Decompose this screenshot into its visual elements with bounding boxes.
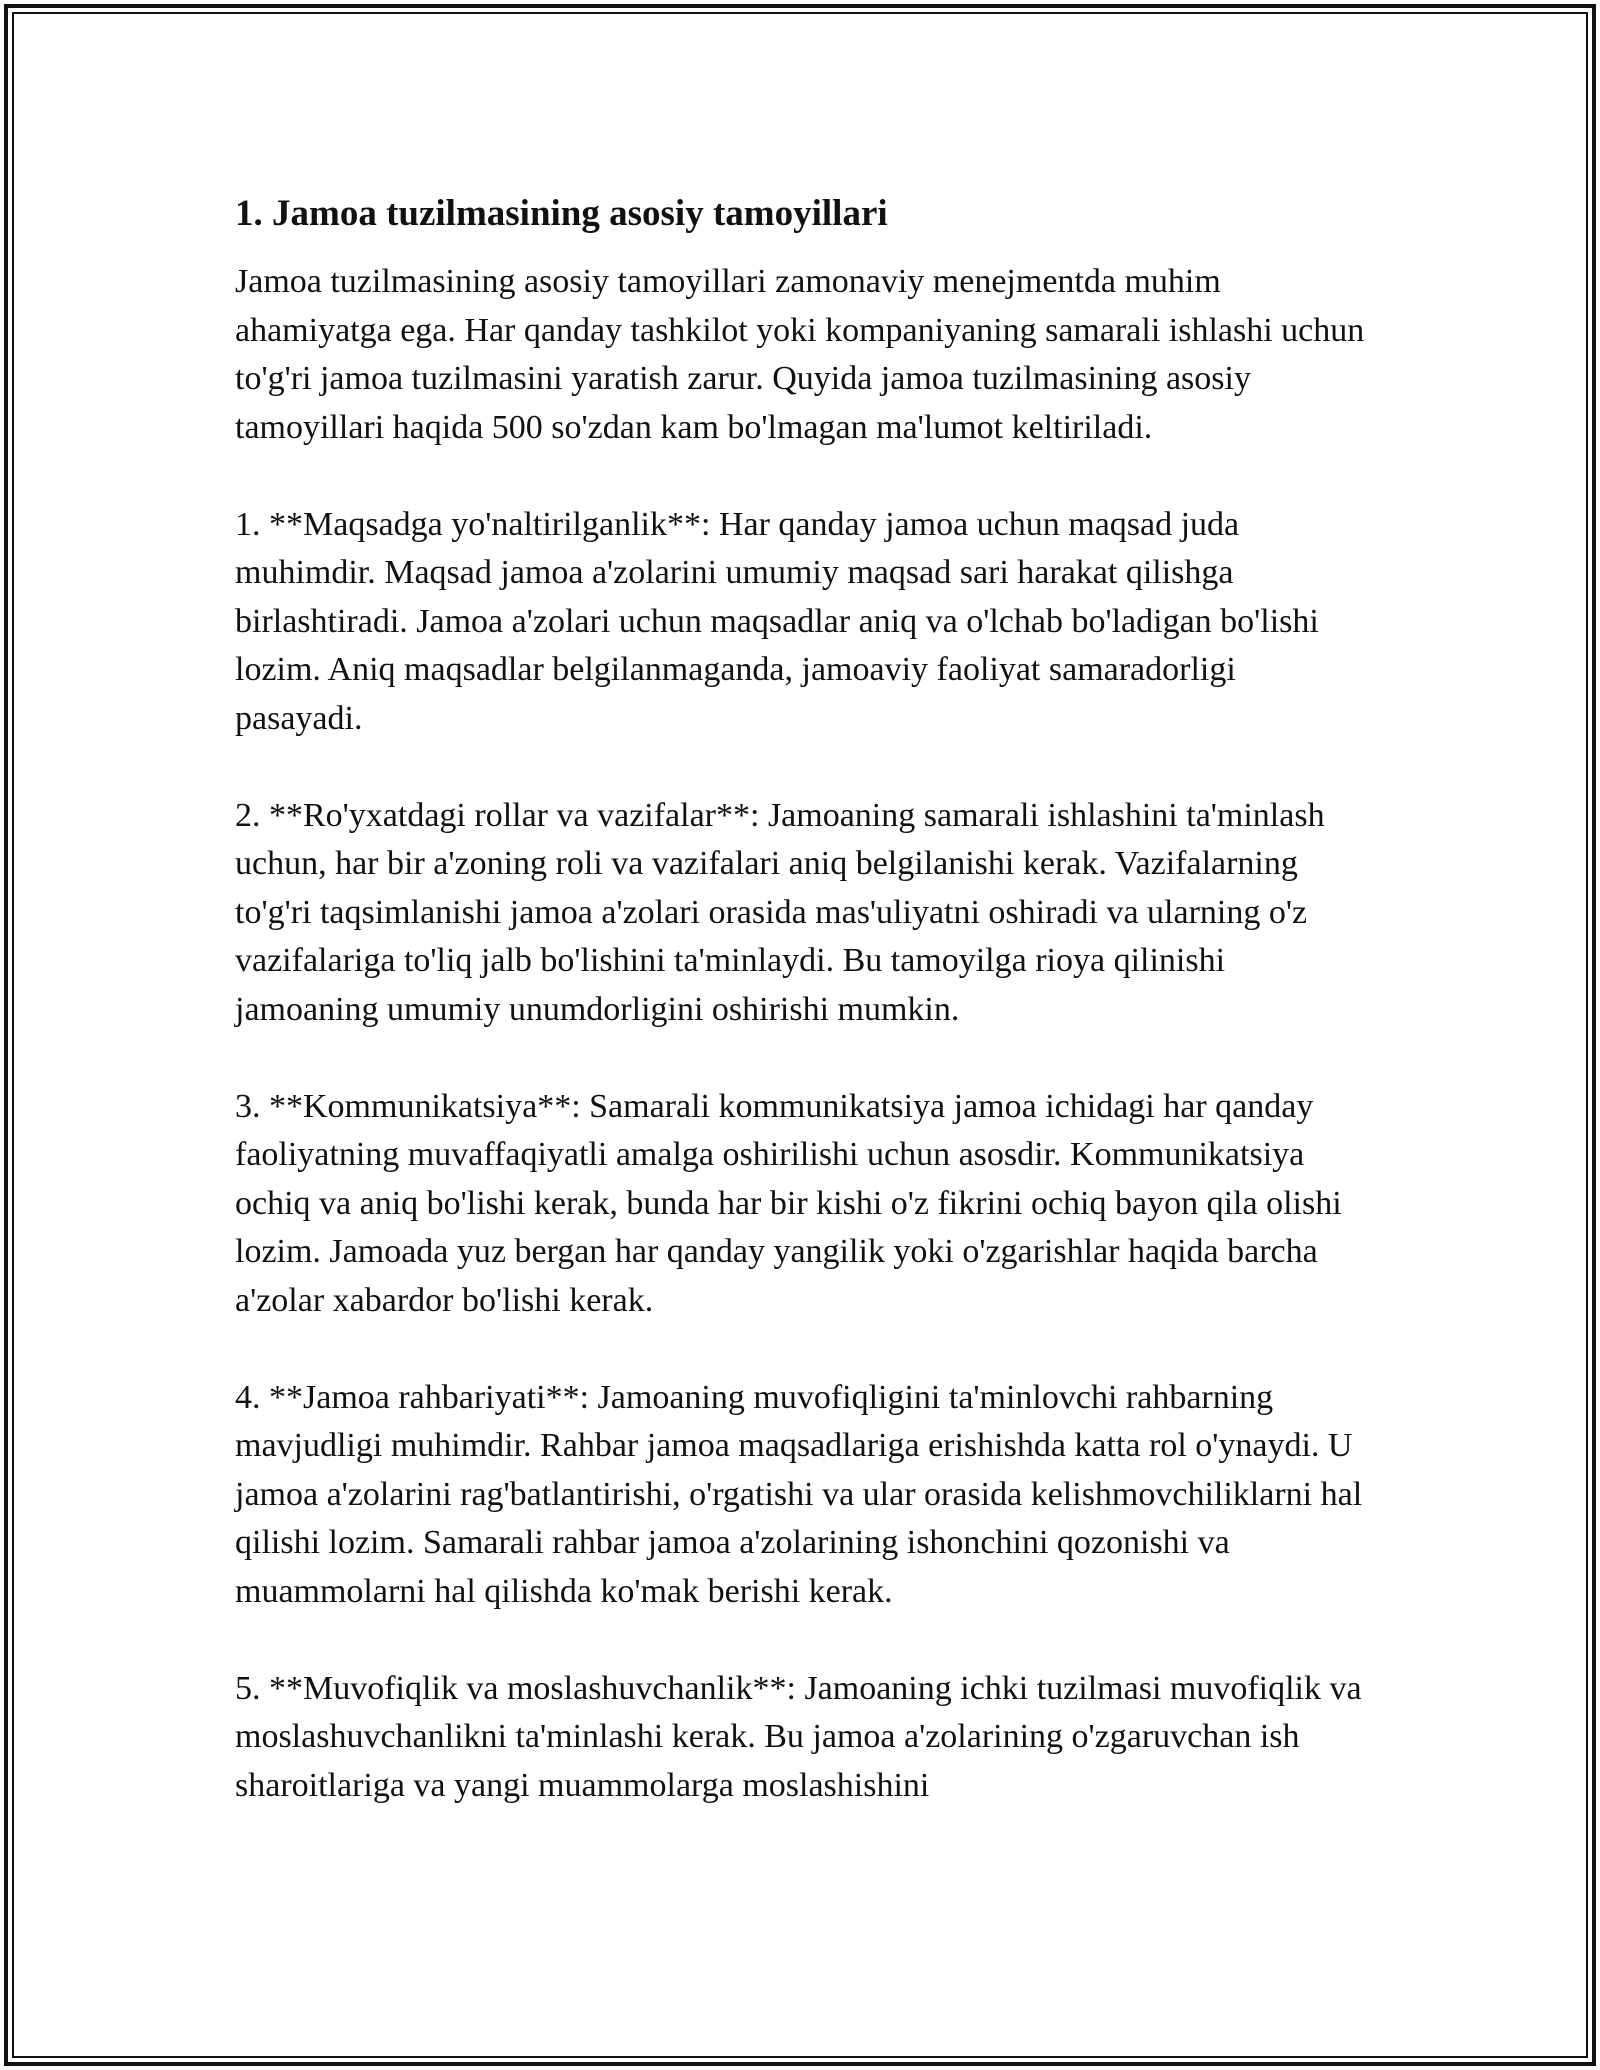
section-heading: 1. Jamoa tuzilmasining asosiy tamoyillari — [235, 193, 888, 234]
principle-paragraph-5: 5. **Muvofiqlik va moslashuvchanlik**: Jamoaning ichki tuzilmasi muvofiqlik va moslashuvchanlikni ta'minlashi kerak. Bu jamoa a'zolarining o'zgaruvchan ish sharoitlariga va yangi muammolarga moslashishini — [235, 1669, 1362, 1804]
principle-paragraph-1: 1. **Maqsadga yo'naltirilganlik**: Har qanday jamoa uchun maqsad juda muhimdir. Maqsad jamoa a'zolarini umumiy maqsad sari harakat qilishga birlashtiradi. Jamoa a'zolari uchun maqsadlar aniq va o'lchab bo'ladigan bo'lishi lozim. Aniq maqsadlar belgilanmaganda, jamoaviy faoliyat samaradorligi pasayadi. — [235, 505, 1319, 737]
intro-paragraph: Jamoa tuzilmasining asosiy tamoyillari zamonaviy menejmentda muhim ahamiyatga ega. Har qanday tashkilot yoki kompaniyaning samarali ishlashi uchun to'g'ri jamoa tuzilmasini yaratish zarur. Quyida jamoa tuzilmasining asosiy tamoyillari haqida 500 so'zdan kam bo'lmagan ma'lumot keltiriladi. — [235, 263, 1365, 446]
principle-paragraph-4: 4. **Jamoa rahbariyati**: Jamoaning muvofiqligini ta'minlovchi rahbarning mavjudligi muhimdir. Rahbar jamoa maqsadlariga erishishda katta rol o'ynaydi. U jamoa a'zolarini rag'batlantirishi, o'rgatishi va ular orasida kelishmovchiliklarni hal qilishi lozim. Samarali rahbar jamoa a'zolarining ishonchini qozonishi va muammolarni hal qilishda ko'mak berishi kerak. — [235, 1378, 1363, 1610]
document-body — [235, 188, 1365, 1859]
principle-paragraph-2: 2. **Ro'yxatdagi rollar va vazifalar**: Jamoaning samarali ishlashini ta'minlash uchun, har bir a'zoning roli va vazifalari aniq belgilanishi kerak. Vazifalarning to'g'ri taqsimlanishi jamoa a'zolari orasida mas'uliyatni oshiradi va ularning o'z vazifalariga to'liq jalb bo'lishini ta'minlaydi. Bu tamoyilga rioya qilinishi jamoaning umumiy unumdorligini oshirishi mumkin. — [235, 796, 1325, 1028]
principle-paragraph-3: 3. **Kommunikatsiya**: Samarali kommunikatsiya jamoa ichidagi har qanday faoliyatning muvaffaqiyatli amalga oshirilishi uchun asosdir. Kommunikatsiya ochiq va aniq bo'lishi kerak, bunda har bir kishi o'z fikrini ochiq bayon qila olishi lozim. Jamoada yuz bergan har qanday yangilik yoki o'zgarishlar haqida barcha a'zolar xabardor bo'lishi kerak. — [235, 1087, 1342, 1319]
